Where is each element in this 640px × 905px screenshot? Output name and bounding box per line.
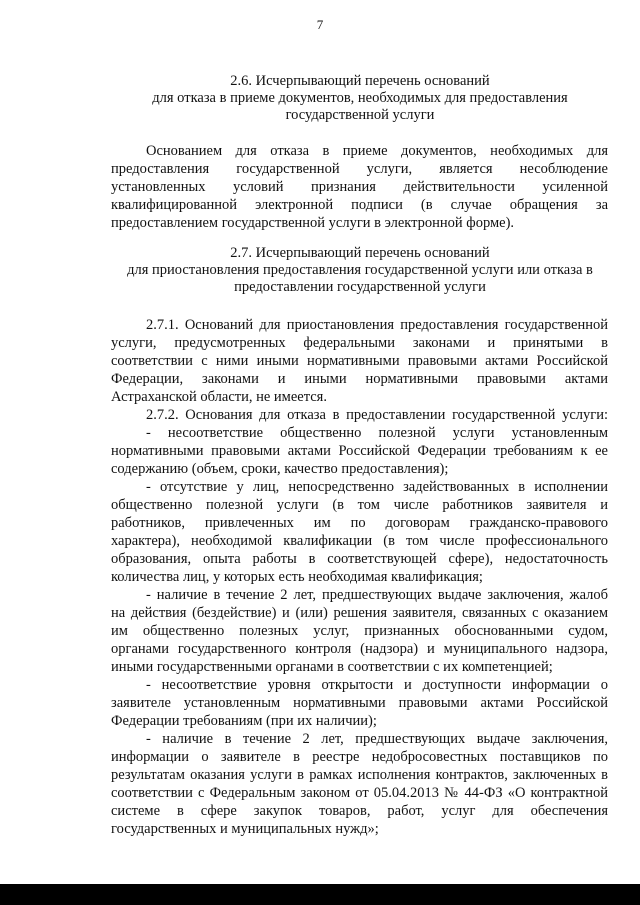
text-line: квалифицированной электронной подписи (в случае обращения за: [111, 197, 608, 213]
text-line: соответствии с Федеральным законом от 05.04.2013 № 44-ФЗ «О контрактной: [111, 785, 608, 801]
text-line: установленных условий признания действительности усиленной: [111, 179, 608, 195]
section-2-6-paragraph: [111, 142, 608, 232]
section-2-7-body: [111, 316, 608, 838]
text-line: органами государственного контроля (надзора) и муниципального надзора,: [111, 641, 608, 657]
heading-line: государственной услуги: [285, 107, 435, 123]
text-line: на действия (бездействие) и (или) решения заявителя, связанных с оказанием: [111, 605, 608, 621]
page-number: 7: [316, 17, 324, 32]
text-line: предоставлением государственной услуги в электронной форме).: [111, 215, 515, 231]
heading-line: для приостановления предоставления государственной услуги или отказа в: [127, 262, 593, 278]
text-line: Астраханской области, не имеется.: [111, 389, 327, 405]
text-line: 2.7.1. Оснований для приостановления предоставления государственной: [146, 317, 608, 333]
text-line: услуги, предусмотренных федеральными законами и принятыми в: [111, 335, 608, 351]
text-line: предоставления государственной услуги, является несоблюдение: [111, 161, 608, 177]
text-line: характера), необходимой квалификации (в том числе профессионального: [111, 533, 608, 549]
text-line: заявителе установленным нормативными правовыми актами Российской: [111, 695, 608, 711]
text-line: образования, опыта работы в соответствующей сфере), недостаточность: [111, 551, 608, 567]
text-line: системе в сфере закупок товаров, работ, услуг для обеспечения: [111, 803, 608, 819]
list-item-line: - несоответствие общественно полезной услуги установленным: [146, 425, 608, 441]
heading-line: для отказа в приеме документов, необходимых для предоставления: [152, 90, 568, 106]
text-line: Федерации требованиям (при их наличии);: [111, 713, 377, 729]
text-line: государственных и муниципальных нужд»;: [111, 821, 379, 837]
text-line: общественно полезной услуги (в том числе работников заявителя и: [111, 497, 608, 513]
heading-line: 2.7. Исчерпывающий перечень оснований: [230, 245, 490, 261]
text-line: иными государственными органами в соответствии с их компетенцией;: [111, 659, 553, 675]
text-line: Федерации, законами и иными нормативными правовыми актами: [111, 371, 608, 387]
list-item-line: - несоответствие уровня открытости и доступности информации о: [146, 677, 608, 693]
text-line: содержанию (объем, сроки, качество предоставления);: [111, 461, 449, 477]
text-line: нормативными правовыми актами Российской Федерации требованиям к ее: [111, 443, 608, 459]
text-line: 2.7.2. Основания для отказа в предоставлении государственной услуги:: [146, 407, 608, 423]
text-line: Основанием для отказа в приеме документов, необходимых для: [146, 143, 608, 159]
text-line: им общественно полезных услуг, признанных обоснованными судом,: [111, 623, 608, 639]
heading-line: предоставлении государственной услуги: [234, 279, 486, 295]
text-line: количества лиц, у которых есть необходимая квалификация;: [111, 569, 483, 585]
text-line: результатам оказания услуги в рамках исполнения контрактов, заключенных в: [111, 767, 608, 783]
list-item-line: - отсутствие у лиц, непосредственно задействованных в исполнении: [146, 479, 608, 495]
text-line: соответствии с ними иными нормативными правовыми актами Российской: [111, 353, 608, 369]
section-2-7-heading: [110, 245, 610, 296]
heading-line: 2.6. Исчерпывающий перечень оснований: [230, 73, 490, 89]
section-2-6-heading: [110, 73, 610, 124]
list-item-line: - наличие в течение 2 лет, предшествующих выдаче заключения,: [146, 731, 608, 747]
text-line: работников, привлеченных им по договорам гражданско-правового: [111, 515, 608, 531]
list-item-line: - наличие в течение 2 лет, предшествующих выдаче заключения, жалоб: [146, 587, 608, 603]
text-line: информации о заявителе в реестре недобросовестных поставщиков по: [111, 749, 608, 765]
